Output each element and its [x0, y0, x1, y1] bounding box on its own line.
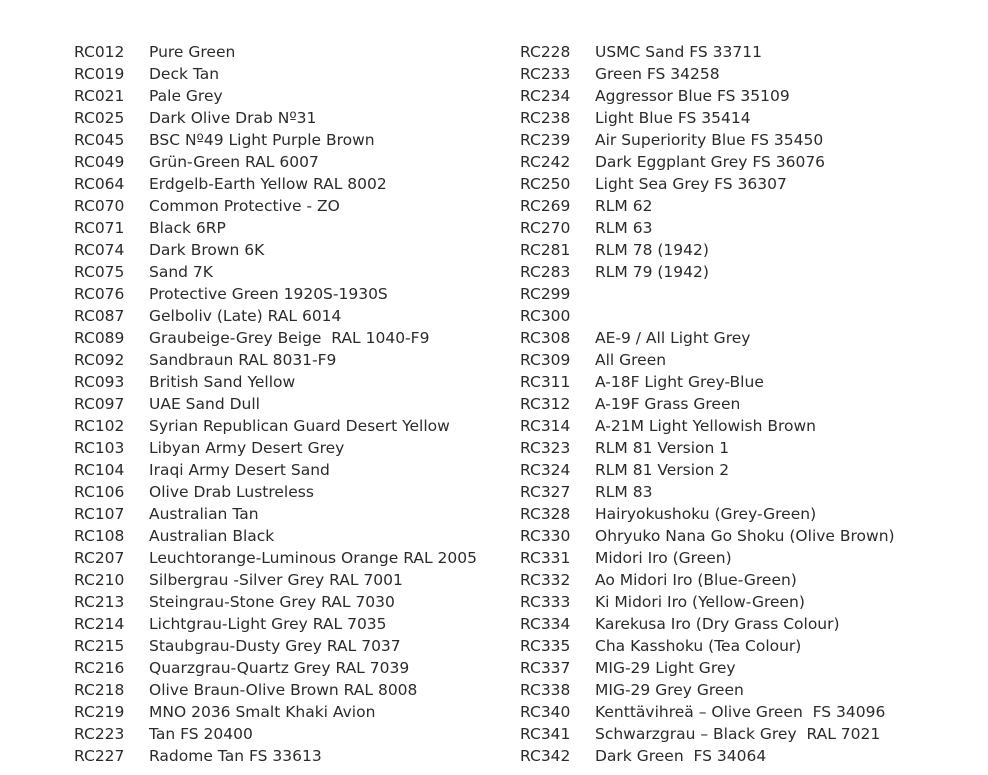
list-item	[520, 437, 980, 459]
color-name: Silbergrau -Silver Grey RAL 7001	[149, 571, 403, 589]
list-item	[520, 371, 980, 393]
color-name: Grün-Green RAL 6007	[149, 153, 319, 171]
list-item	[74, 327, 494, 349]
color-code: RC103	[74, 439, 125, 457]
left-column	[74, 41, 494, 767]
color-name: Graubeige-Grey Beige RAL 1040-F9	[149, 329, 430, 347]
list-item	[74, 679, 494, 701]
list-item	[520, 393, 980, 415]
list-item	[74, 547, 494, 569]
color-name: RLM 81 Version 1	[595, 439, 730, 457]
color-name: AE-9 / All Light Grey	[595, 329, 751, 347]
color-code: RC064	[74, 175, 125, 193]
list-item	[520, 85, 980, 107]
list-item	[520, 415, 980, 437]
color-code: RC227	[74, 747, 125, 765]
color-code: RC309	[520, 351, 571, 369]
color-code: RC021	[74, 87, 125, 105]
color-code: RC106	[74, 483, 125, 501]
list-item	[74, 129, 494, 151]
color-code: RC102	[74, 417, 125, 435]
color-name: RLM 78 (1942)	[595, 241, 709, 259]
color-name: Ao Midori Iro (Blue-Green)	[595, 571, 797, 589]
color-code: RC097	[74, 395, 125, 413]
color-code: RC234	[520, 87, 571, 105]
color-code: RC074	[74, 241, 125, 259]
color-name: MIG-29 Grey Green	[595, 681, 744, 699]
color-code: RC216	[74, 659, 125, 677]
list-item	[520, 679, 980, 701]
color-code: RC311	[520, 373, 571, 391]
color-code: RC076	[74, 285, 125, 303]
color-name: RLM 79 (1942)	[595, 263, 709, 281]
color-code: RC108	[74, 527, 125, 545]
color-name: MIG-29 Light Grey	[595, 659, 736, 677]
color-name: Schwarzgrau – Black Grey RAL 7021	[595, 725, 881, 743]
list-item	[74, 415, 494, 437]
list-item	[520, 591, 980, 613]
color-name: Olive Drab Lustreless	[149, 483, 314, 501]
color-name: Ki Midori Iro (Yellow-Green)	[595, 593, 805, 611]
color-name: Steingrau-Stone Grey RAL 7030	[149, 593, 395, 611]
color-code: RC332	[520, 571, 571, 589]
color-code: RC270	[520, 219, 571, 237]
color-name: Light Blue FS 35414	[595, 109, 751, 127]
list-item	[520, 305, 980, 327]
color-name: A-19F Grass Green	[595, 395, 741, 413]
list-item	[520, 701, 980, 723]
color-name: Iraqi Army Desert Sand	[149, 461, 330, 479]
color-name: Australian Tan	[149, 505, 259, 523]
color-code: RC228	[520, 43, 571, 61]
color-name: Green FS 34258	[595, 65, 720, 83]
list-item	[74, 239, 494, 261]
color-code: RC045	[74, 131, 125, 149]
list-item	[520, 129, 980, 151]
list-item	[74, 371, 494, 393]
list-item	[74, 283, 494, 305]
color-name: Protective Green 1920S-1930S	[149, 285, 388, 303]
color-name: Midori Iro (Green)	[595, 549, 732, 567]
color-name: Common Protective - ZO	[149, 197, 340, 215]
list-item	[520, 349, 980, 371]
color-code: RC207	[74, 549, 125, 567]
color-code: RC340	[520, 703, 571, 721]
list-item	[520, 195, 980, 217]
color-code: RC338	[520, 681, 571, 699]
color-name: Dark Brown 6K	[149, 241, 265, 259]
color-code: RC323	[520, 439, 571, 457]
list-item	[520, 569, 980, 591]
color-code: RC324	[520, 461, 571, 479]
list-item	[520, 503, 980, 525]
list-item	[520, 613, 980, 635]
list-item	[520, 63, 980, 85]
color-code: RC327	[520, 483, 571, 501]
color-name: RLM 81 Version 2	[595, 461, 730, 479]
color-code: RC342	[520, 747, 571, 765]
list-item	[520, 239, 980, 261]
list-item	[520, 525, 980, 547]
color-code: RC104	[74, 461, 125, 479]
color-code: RC341	[520, 725, 571, 743]
color-name: A-21M Light Yellowish Brown	[595, 417, 816, 435]
color-name: RLM 63	[595, 219, 653, 237]
list-item	[74, 217, 494, 239]
list-item	[74, 701, 494, 723]
color-code: RC312	[520, 395, 571, 413]
color-code: RC250	[520, 175, 571, 193]
color-name: Deck Tan	[149, 65, 220, 83]
list-item	[74, 151, 494, 173]
color-code: RC025	[74, 109, 125, 127]
list-item	[74, 107, 494, 129]
color-code: RC107	[74, 505, 125, 523]
color-name: Hairyokushoku (Grey-Green)	[595, 505, 817, 523]
color-name: Dark Olive Drab Nº31	[149, 109, 317, 127]
color-code: RC089	[74, 329, 125, 347]
color-name: Australian Black	[149, 527, 275, 545]
list-item	[74, 525, 494, 547]
color-name: Aggressor Blue FS 35109	[595, 87, 790, 105]
color-name: Pure Green	[149, 43, 236, 61]
color-code: RC087	[74, 307, 125, 325]
color-code: RC210	[74, 571, 125, 589]
color-name: MNO 2036 Smalt Khaki Avion	[149, 703, 376, 721]
list-item	[74, 657, 494, 679]
list-item	[520, 173, 980, 195]
color-name: Karekusa Iro (Dry Grass Colour)	[595, 615, 840, 633]
color-code: RC330	[520, 527, 571, 545]
color-name: Cha Kasshoku (Tea Colour)	[595, 637, 802, 655]
color-name: Black 6RP	[149, 219, 226, 237]
color-code: RC049	[74, 153, 125, 171]
color-code: RC075	[74, 263, 125, 281]
list-item	[520, 151, 980, 173]
color-code: RC213	[74, 593, 125, 611]
color-code: RC331	[520, 549, 571, 567]
color-code: RC283	[520, 263, 571, 281]
color-code: RC335	[520, 637, 571, 655]
list-item	[74, 437, 494, 459]
list-item	[74, 173, 494, 195]
color-name: Tan FS 20400	[149, 725, 253, 743]
list-item	[520, 327, 980, 349]
list-item	[520, 283, 980, 305]
list-item	[74, 85, 494, 107]
color-code: RC214	[74, 615, 125, 633]
list-item	[74, 503, 494, 525]
color-name: British Sand Yellow	[149, 373, 296, 391]
list-item	[74, 481, 494, 503]
list-item	[74, 261, 494, 283]
color-name: Air Superiority Blue FS 35450	[595, 131, 824, 149]
color-name: USMC Sand FS 33711	[595, 43, 762, 61]
color-name: Dark Eggplant Grey FS 36076	[595, 153, 826, 171]
color-code: RC233	[520, 65, 571, 83]
color-name: All Green	[595, 351, 667, 369]
list-item	[520, 745, 980, 767]
list-item	[520, 217, 980, 239]
color-code: RC215	[74, 637, 125, 655]
color-name: BSC Nº49 Light Purple Brown	[149, 131, 375, 149]
color-code: RC337	[520, 659, 571, 677]
list-item	[520, 41, 980, 63]
list-item	[74, 349, 494, 371]
color-name: Erdgelb-Earth Yellow RAL 8002	[149, 175, 387, 193]
color-name: Ohryuko Nana Go Shoku (Olive Brown)	[595, 527, 895, 545]
color-name: Light Sea Grey FS 36307	[595, 175, 787, 193]
color-name: Libyan Army Desert Grey	[149, 439, 345, 457]
list-item	[520, 459, 980, 481]
color-code: RC242	[520, 153, 571, 171]
color-code: RC269	[520, 197, 571, 215]
list-item	[520, 635, 980, 657]
list-item	[74, 635, 494, 657]
color-code: RC314	[520, 417, 571, 435]
color-name: Quarzgrau-Quartz Grey RAL 7039	[149, 659, 410, 677]
list-item	[74, 591, 494, 613]
color-name: RLM 62	[595, 197, 653, 215]
list-item	[74, 745, 494, 767]
color-code: RC012	[74, 43, 125, 61]
color-name: Radome Tan FS 33613	[149, 747, 322, 765]
color-code: RC093	[74, 373, 125, 391]
list-item	[74, 613, 494, 635]
color-code: RC308	[520, 329, 571, 347]
color-code: RC223	[74, 725, 125, 743]
list-item	[520, 723, 980, 745]
color-code: RC092	[74, 351, 125, 369]
list-item	[74, 569, 494, 591]
list-item	[520, 107, 980, 129]
color-code: RC238	[520, 109, 571, 127]
color-code: RC328	[520, 505, 571, 523]
color-name: Leuchtorange-Luminous Orange RAL 2005	[149, 549, 477, 567]
list-item	[74, 41, 494, 63]
list-item	[74, 393, 494, 415]
list-item	[520, 547, 980, 569]
color-name: Pale Grey	[149, 87, 223, 105]
color-name: Lichtgrau-Light Grey RAL 7035	[149, 615, 387, 633]
color-code: RC218	[74, 681, 125, 699]
list-item	[74, 63, 494, 85]
color-code: RC333	[520, 593, 571, 611]
color-name: RLM 83	[595, 483, 653, 501]
list-item	[520, 261, 980, 283]
color-name: Dark Green FS 34064	[595, 747, 767, 765]
color-code: RC281	[520, 241, 571, 259]
color-name: Staubgrau-Dusty Grey RAL 7037	[149, 637, 401, 655]
color-name: Sand 7K	[149, 263, 213, 281]
color-name: Sandbraun RAL 8031-F9	[149, 351, 337, 369]
color-code: RC219	[74, 703, 125, 721]
color-code: RC299	[520, 285, 571, 303]
color-name: Kenttävihreä – Olive Green FS 34096	[595, 703, 886, 721]
color-name: UAE Sand Dull	[149, 395, 260, 413]
color-code: RC071	[74, 219, 125, 237]
color-code: RC239	[520, 131, 571, 149]
list-item	[520, 481, 980, 503]
color-name: Gelboliv (Late) RAL 6014	[149, 307, 342, 325]
color-name: Olive Braun-Olive Brown RAL 8008	[149, 681, 418, 699]
color-name: Syrian Republican Guard Desert Yellow	[149, 417, 450, 435]
list-item	[74, 305, 494, 327]
list-item	[520, 657, 980, 679]
list-item	[74, 723, 494, 745]
list-item	[74, 195, 494, 217]
color-name: A-18F Light Grey-Blue	[595, 373, 764, 391]
color-code: RC070	[74, 197, 125, 215]
color-code: RC019	[74, 65, 125, 83]
color-code: RC334	[520, 615, 571, 633]
right-column	[520, 41, 980, 767]
list-item	[74, 459, 494, 481]
color-code: RC300	[520, 307, 571, 325]
